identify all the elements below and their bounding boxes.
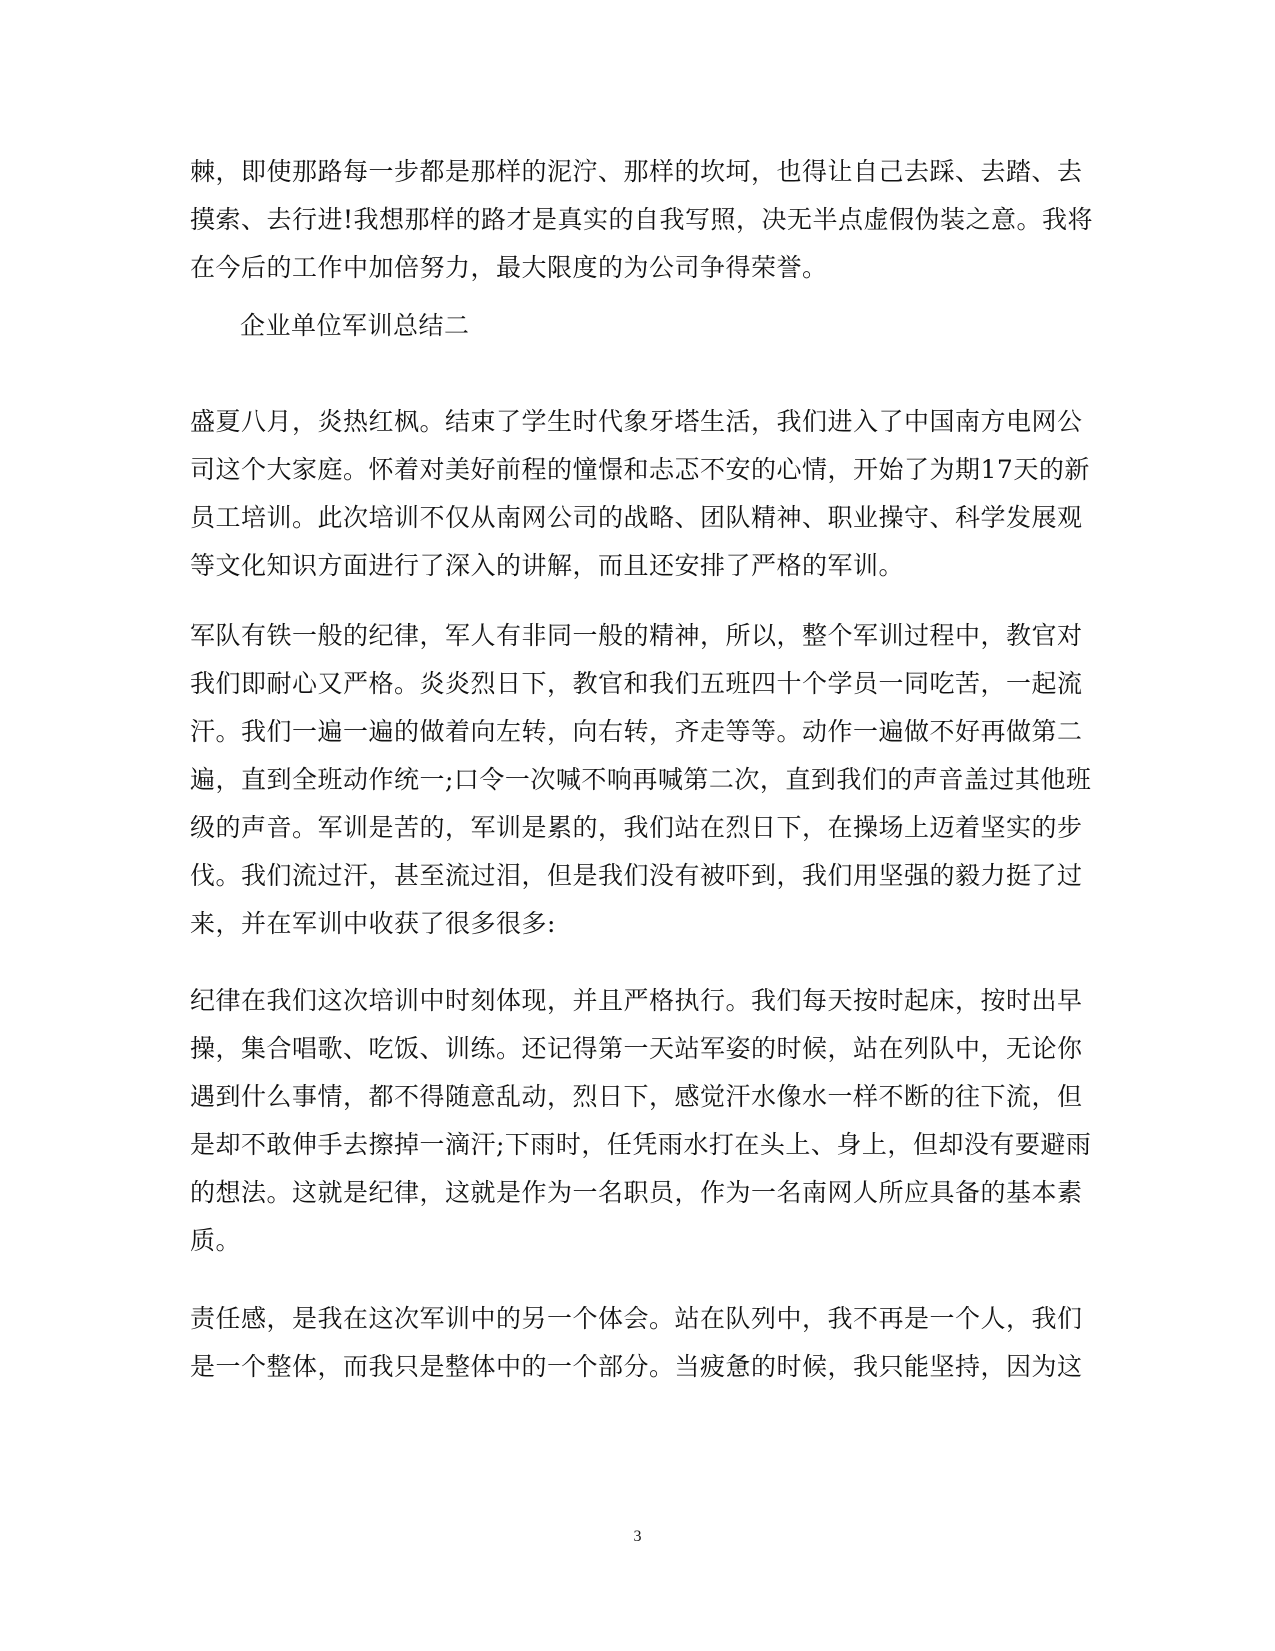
text-line: 棘，即使那路每一步都是那样的泥泞、那样的坎坷，也得让自己去踩、去踏、去: [190, 157, 1083, 186]
text-line: 遍，直到全班动作统一;口令一次喊不响再喊第二次，直到我们的声音盖过其他班: [190, 765, 1092, 794]
text-line: 等文化知识方面进行了深入的讲解，而且还安排了严格的军训。: [190, 551, 905, 580]
text-line: 责任感，是我在这次军训中的另一个体会。站在队列中，我不再是一个人，我们: [190, 1304, 1083, 1333]
text-line: 级的声音。军训是苦的，军训是累的，我们站在烈日下，在操场上迈着坚实的步: [190, 813, 1083, 842]
text-line: 的想法。这就是纪律，这就是作为一名职员，作为一名南网人所应具备的基本素: [190, 1178, 1083, 1207]
paragraph-3: [190, 612, 1090, 948]
text-line: 操，集合唱歌、吃饭、训练。还记得第一天站军姿的时候，站在列队中，无论你: [190, 1034, 1083, 1063]
text-line: 我们即耐心又严格。炎炎烈日下，教官和我们五班四十个学员一同吃苦，一起流: [190, 669, 1083, 698]
text-line: 汗。我们一遍一遍的做着向左转，向右转，齐走等等。动作一遍做不好再做第二: [190, 717, 1083, 746]
text-line: 盛夏八月，炎热红枫。结束了学生时代象牙塔生活，我们进入了中国南方电网公: [190, 407, 1083, 436]
text-line: 军队有铁一般的纪律，军人有非同一般的精神，所以，整个军训过程中，教官对: [190, 621, 1083, 650]
text-line: 司这个大家庭。怀着对美好前程的憧憬和忐忑不安的心情，开始了为期17天的新: [190, 455, 1090, 484]
text-line: 伐。我们流过汗，甚至流过泪，但是我们没有被吓到，我们用坚强的毅力挺了过: [190, 861, 1083, 890]
text-line: 员工培训。此次培训不仅从南网公司的战略、团队精神、职业操守、科学发展观: [190, 503, 1083, 532]
paragraph-4: [190, 977, 1090, 1265]
text-line: 是却不敢伸手去擦掉一滴汗;下雨时，任凭雨水打在头上、身上，但却没有要避雨: [190, 1130, 1092, 1159]
text-line: 是一个整体，而我只是整体中的一个部分。当疲惫的时候，我只能坚持，因为这: [190, 1352, 1083, 1381]
section-heading: 企业单位军训总结二: [240, 311, 470, 340]
text-line: 在今后的工作中加倍努力，最大限度的为公司争得荣誉。: [190, 253, 828, 282]
text-line: 来，并在军训中收获了很多很多:: [190, 909, 556, 938]
page-number: 3: [633, 1528, 642, 1545]
text-line: 遇到什么事情，都不得随意乱动，烈日下，感觉汗水像水一样不断的往下流，但: [190, 1082, 1083, 1111]
paragraph-2: [190, 398, 1090, 590]
paragraph-5: [190, 1295, 1090, 1391]
paragraph-1: [190, 148, 1094, 292]
text-line: 质。: [190, 1226, 242, 1255]
text-line: 纪律在我们这次培训中时刻体现，并且严格执行。我们每天按时起床，按时出早: [190, 986, 1083, 1015]
text-line: 摸索、去行进!我想那样的路才是真实的自我写照，决无半点虚假伪装之意。我将: [190, 205, 1094, 234]
